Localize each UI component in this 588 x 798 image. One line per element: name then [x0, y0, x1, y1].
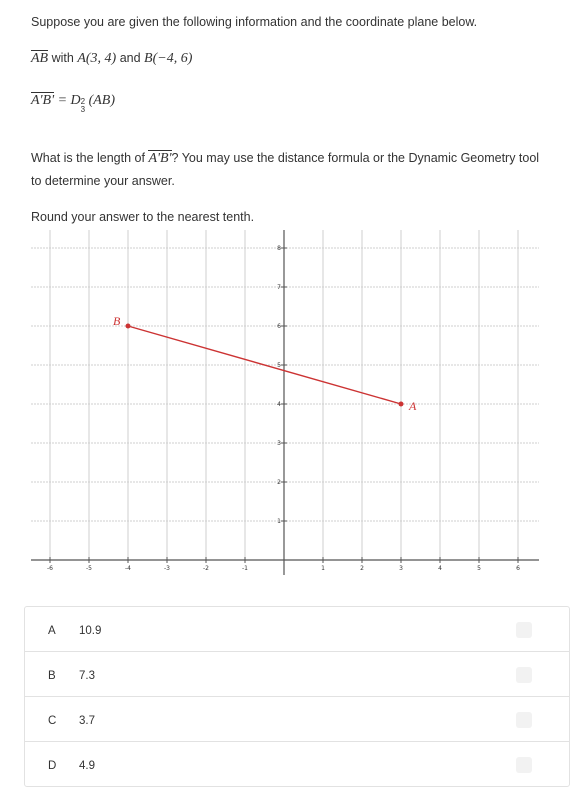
x-tick-label: -5 [86, 565, 92, 572]
segment-ab-line [128, 326, 401, 404]
answer-option-d[interactable] [25, 742, 569, 786]
x-tick-label: 2 [360, 565, 364, 572]
answer-option-b[interactable] [25, 652, 569, 697]
answer-checkbox[interactable] [516, 667, 532, 683]
answer-option-c[interactable] [25, 697, 569, 742]
question-after: ? You may use the distance formula or the Dynamic Geometry tool to determine your answer. [31, 151, 540, 188]
point-a [399, 402, 404, 407]
intro-text: Suppose you are given the following information and the coordinate plane below. [31, 15, 478, 29]
round-instruction: Round your answer to the nearest tenth. [31, 210, 255, 224]
x-tick-label: 6 [516, 565, 520, 572]
question-before: What is the length of [31, 151, 145, 165]
dilation-line [31, 93, 115, 114]
with-label: with [51, 51, 74, 65]
answer-checkbox[interactable] [516, 712, 532, 728]
y-tick-label: 4 [277, 401, 281, 408]
y-tick-label: 2 [277, 479, 281, 486]
point-label-b: B [113, 314, 121, 328]
scale-denominator: 3 [80, 105, 86, 114]
x-tick-label: -4 [125, 565, 131, 572]
answer-letter: D [48, 760, 57, 772]
answer-value: 4.9 [79, 760, 95, 772]
y-tick-label: 5 [277, 362, 281, 369]
x-tick-label: -6 [47, 565, 53, 572]
coordinate-plane[interactable] [31, 230, 541, 575]
point-b [126, 324, 131, 329]
question-text [31, 147, 551, 193]
question-segment: A'B' [148, 151, 172, 166]
y-tick-label: 3 [277, 440, 281, 447]
x-tick-label: 1 [321, 565, 325, 572]
x-tick-label: -2 [203, 565, 209, 572]
answer-value: 3.7 [79, 715, 95, 727]
x-tick-label: 5 [477, 565, 481, 572]
scale-numerator: 2 [80, 97, 86, 106]
given-segment-line [31, 51, 192, 67]
y-tick-label: 6 [277, 323, 281, 330]
dilation-argument: (AB) [88, 93, 116, 108]
segment-ab: AB [31, 51, 49, 66]
answer-letter: C [48, 715, 57, 727]
and-label: and [119, 51, 141, 65]
answer-letter: A [48, 625, 56, 637]
answer-value: 7.3 [79, 670, 95, 682]
x-tick-label: -3 [164, 565, 170, 572]
segment-a-prime-b-prime: A'B' [31, 93, 55, 108]
scale-fraction [81, 98, 85, 114]
answer-letter: B [48, 670, 56, 682]
answer-option-a[interactable] [25, 607, 569, 652]
x-tick-label: -1 [242, 565, 248, 572]
point-label-a: A [409, 399, 417, 413]
answer-choices [24, 606, 570, 787]
dilation-symbol: = D [57, 93, 81, 108]
answer-checkbox[interactable] [516, 757, 532, 773]
y-tick-label: 1 [277, 518, 281, 525]
answer-value: 10.9 [79, 625, 102, 637]
x-tick-label: 3 [399, 565, 403, 572]
y-tick-label: 8 [277, 245, 281, 252]
x-tick-label: 4 [438, 565, 442, 572]
answer-checkbox[interactable] [516, 622, 532, 638]
y-tick-label: 7 [277, 284, 281, 291]
point-a-label: A(3, 4) [77, 51, 117, 66]
point-b-label: B(−4, 6) [144, 51, 193, 66]
